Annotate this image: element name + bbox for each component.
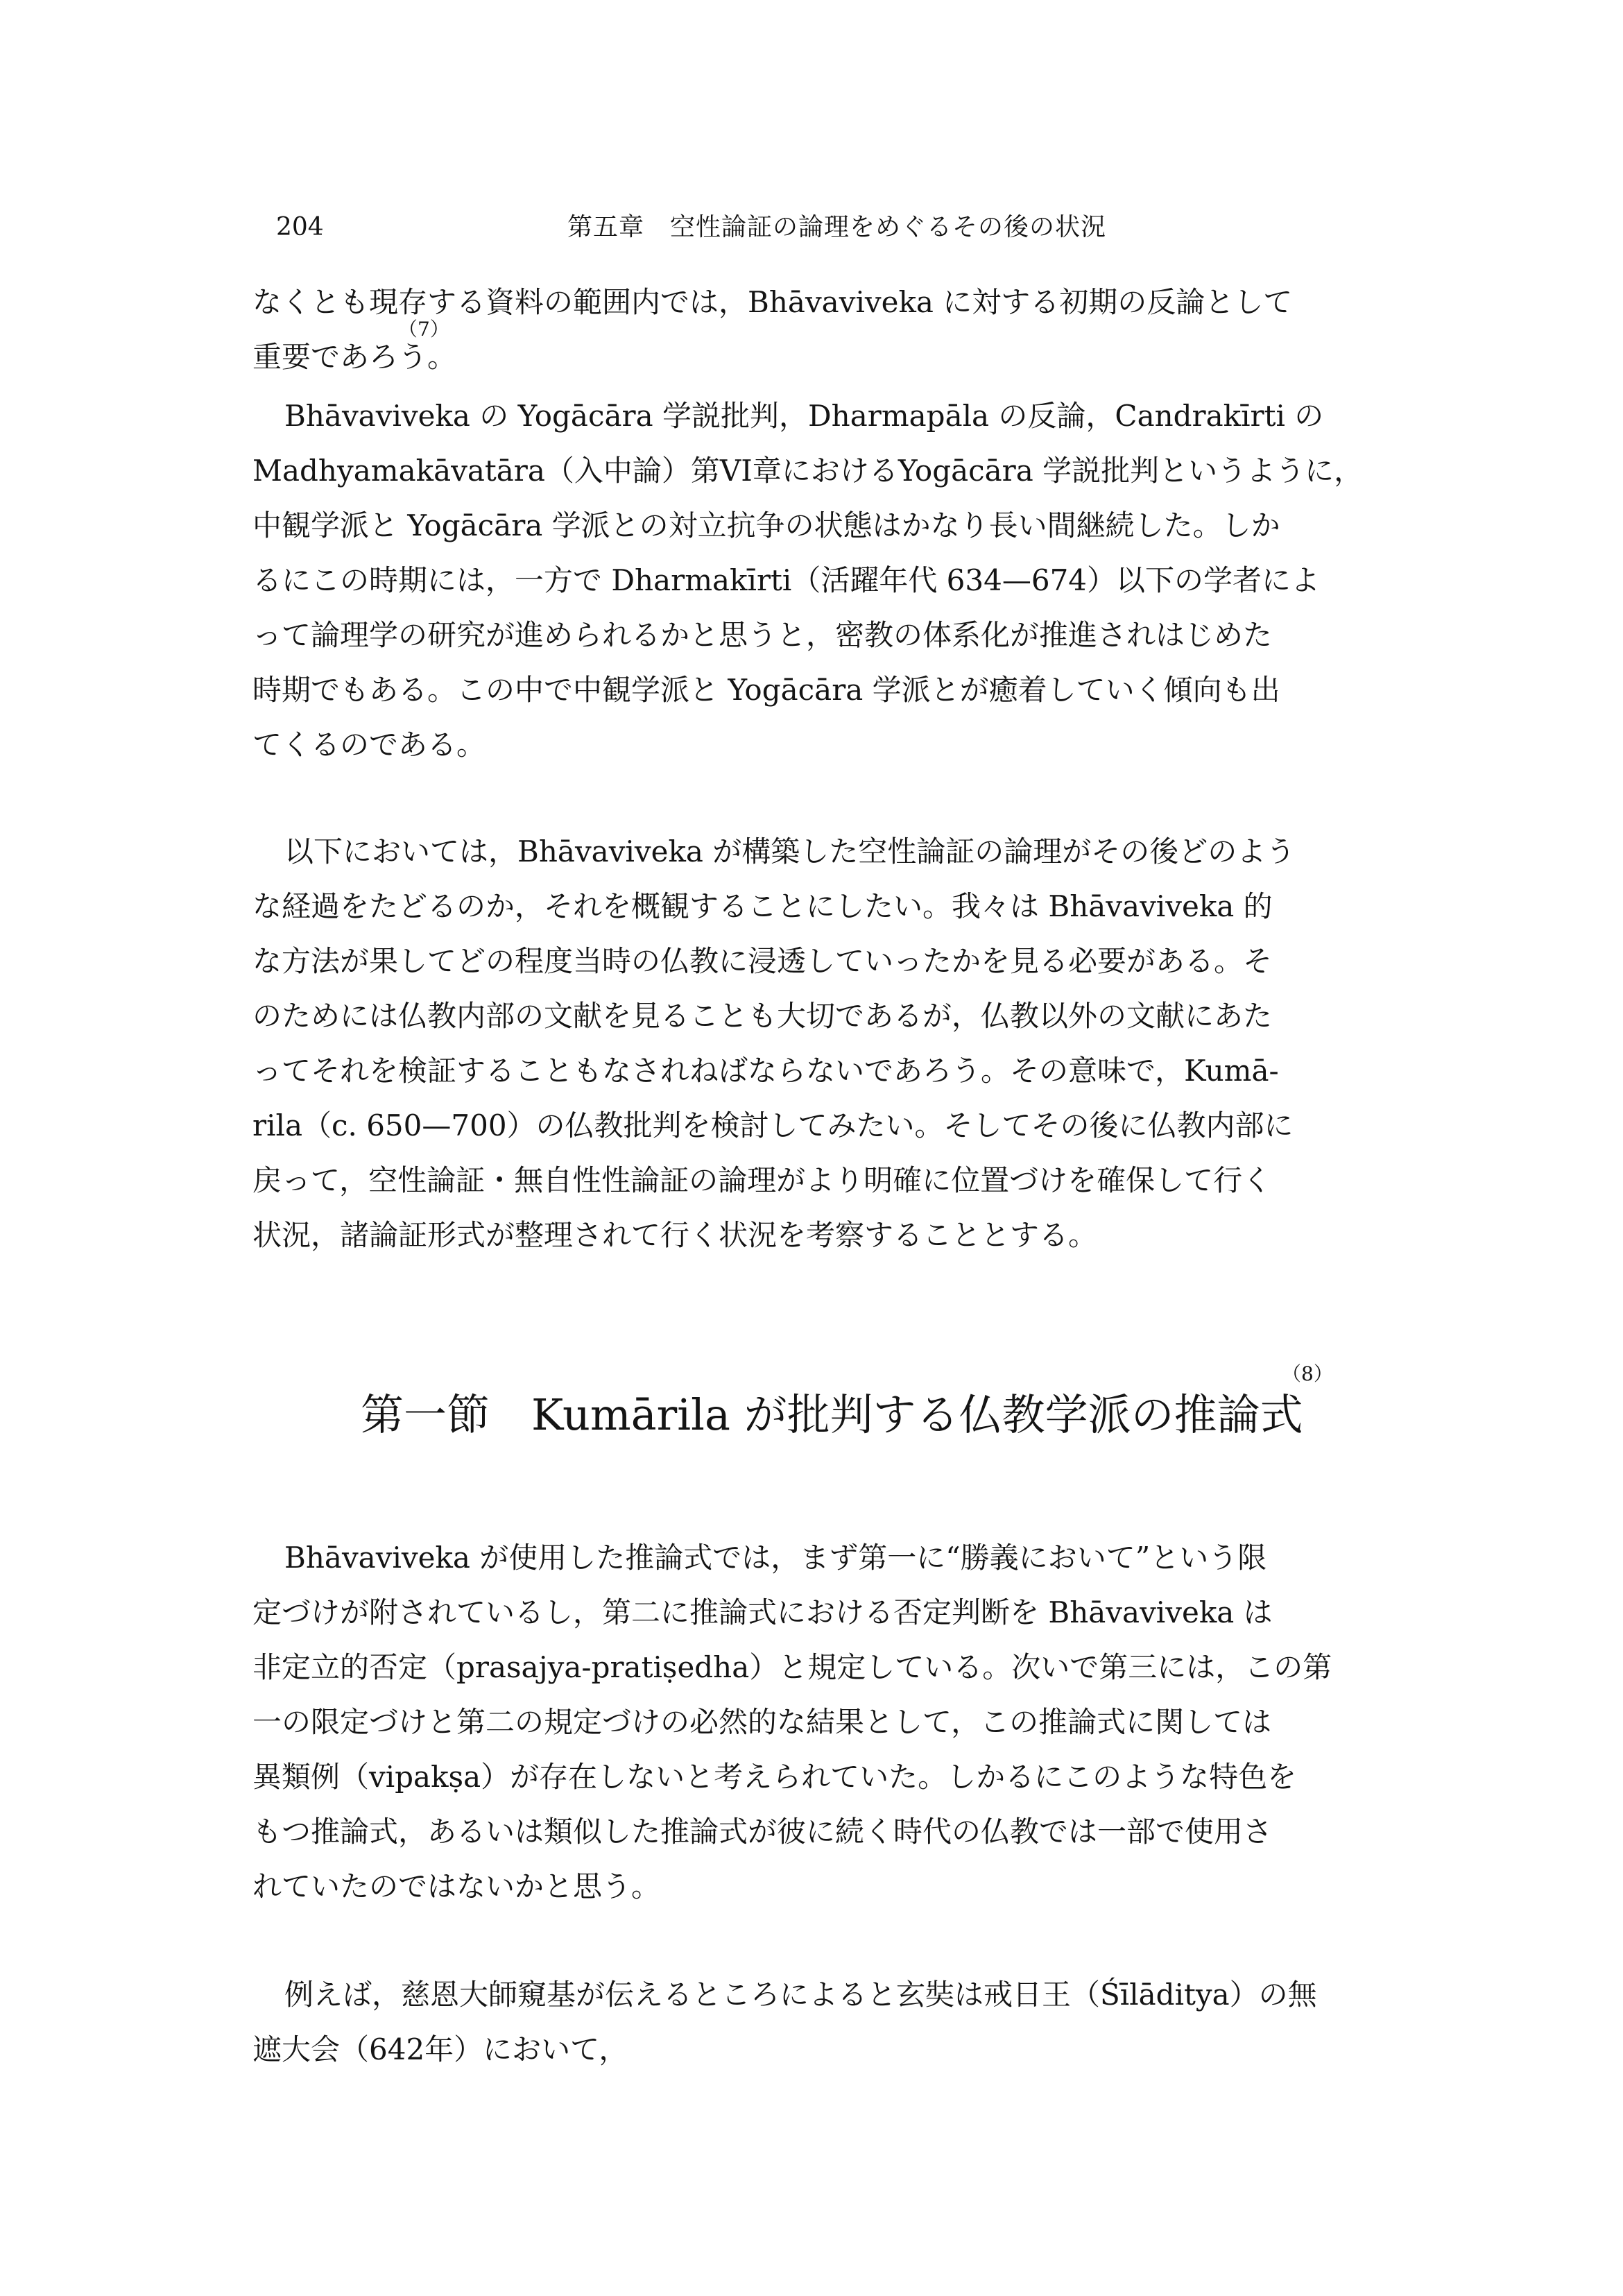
text-line: rila（c. 650—700）の仏教批判を検討してみたい。そしてその後に仏教内部に xyxy=(252,1108,1294,1142)
text-line: のためには仏教内部の文献を見ることも大切であるが，仏教以外の文献にあた xyxy=(252,999,1273,1033)
paragraph-3 xyxy=(252,824,1445,1262)
text-line: 戻って，空性論証・無自性性論証の論理がより明確に位置づけを確保して行く xyxy=(252,1163,1272,1197)
paragraph-4 xyxy=(252,1530,1445,1914)
note-reference-8: （8） xyxy=(1282,1362,1333,1385)
text-line: なくとも現存する資料の範囲内では，Bhāvaviveka に対する初期の反論として xyxy=(252,285,1293,319)
page-header xyxy=(276,207,1497,248)
text-line: もつ推論式，あるいは類似した推論式が彼に続く時代の仏教では一部で使用さ xyxy=(252,1815,1273,1849)
text-line: 異類例（vipakṣa）が存在しないと考えられていた。しかるにこのような特色を xyxy=(252,1760,1297,1794)
text-line: てくるのである。 xyxy=(252,728,486,762)
running-head: 第五章 空性論証の論理をめぐるその後の状況 xyxy=(567,213,1107,241)
text-line: 非定立的否定（prasajya-pratiṣedha）と規定している。次いで第三には，この第 xyxy=(252,1650,1332,1684)
text-line: るにこの時期には，一方で Dharmakīrti（活躍年代 634—674）以下の学者によ xyxy=(252,563,1321,597)
page-number: 204 xyxy=(276,213,324,241)
text-line: 状況，諸論証形式が整理されて行く状況を考察することとする。 xyxy=(252,1218,1098,1252)
text-line: 重要であろう。 xyxy=(252,340,457,374)
text-line: ってそれを検証することもなされねばならないであろう。その意味で，Kumā- xyxy=(252,1054,1279,1088)
paragraph-5 xyxy=(252,1967,1445,2077)
text-line: れていたのではないかと思う。 xyxy=(252,1869,661,1903)
text-line: 遮大会（642年）において， xyxy=(252,2032,628,2066)
section-heading xyxy=(361,1380,1401,1450)
text-line: 時期でもある。この中で中観学派と Yogācāra 学派とが癒着していく傾向も出 xyxy=(252,673,1280,707)
text-line: な経過をたどるのか，それを概観することにしたい。我々は Bhāvaviveka 的 xyxy=(252,889,1273,923)
text-line: な方法が果してどの程度当時の仏教に浸透していったかを見る必要がある。そ xyxy=(252,944,1273,978)
text-line: Bhāvaviveka が使用した推論式では，まず第一に“勝義において”という限 xyxy=(284,1541,1267,1575)
section-title: Kumārila が批判する仏教学派の推論式 xyxy=(531,1389,1303,1440)
section-number: 第一節 xyxy=(361,1389,490,1440)
paragraph-2 xyxy=(252,388,1445,772)
text-line: 一の限定づけと第二の規定づけの必然的な結果として，この推論式に関しては xyxy=(252,1705,1272,1739)
text-line: 定づけが附されているし，第二に推論式における否定判断を Bhāvaviveka は xyxy=(252,1595,1273,1629)
text-line: Madhyamakāvatāra（入中論）第VI章におけるYogācāra 学説批判というように， xyxy=(252,454,1364,488)
text-line: 中観学派と Yogācāra 学派との対立抗争の状態はかなり長い間継続した。しか xyxy=(252,508,1280,542)
text-line: 例えば，慈恩大師窺基が伝えるところによると玄奘は戒日王（Śīlāditya）の無 xyxy=(284,1978,1317,2012)
text-line: 以下においては，Bhāvaviveka が構築した空性論証の論理がその後どのよう xyxy=(284,834,1296,868)
text-line: Bhāvaviveka の Yogācāra 学説批判，Dharmapāla の反論，Candrakīrti の xyxy=(284,399,1324,433)
text-line: って論理学の研究が進められるかと思うと，密教の体系化が推進されはじめた xyxy=(252,618,1273,652)
note-reference-7: （7） xyxy=(398,318,449,341)
